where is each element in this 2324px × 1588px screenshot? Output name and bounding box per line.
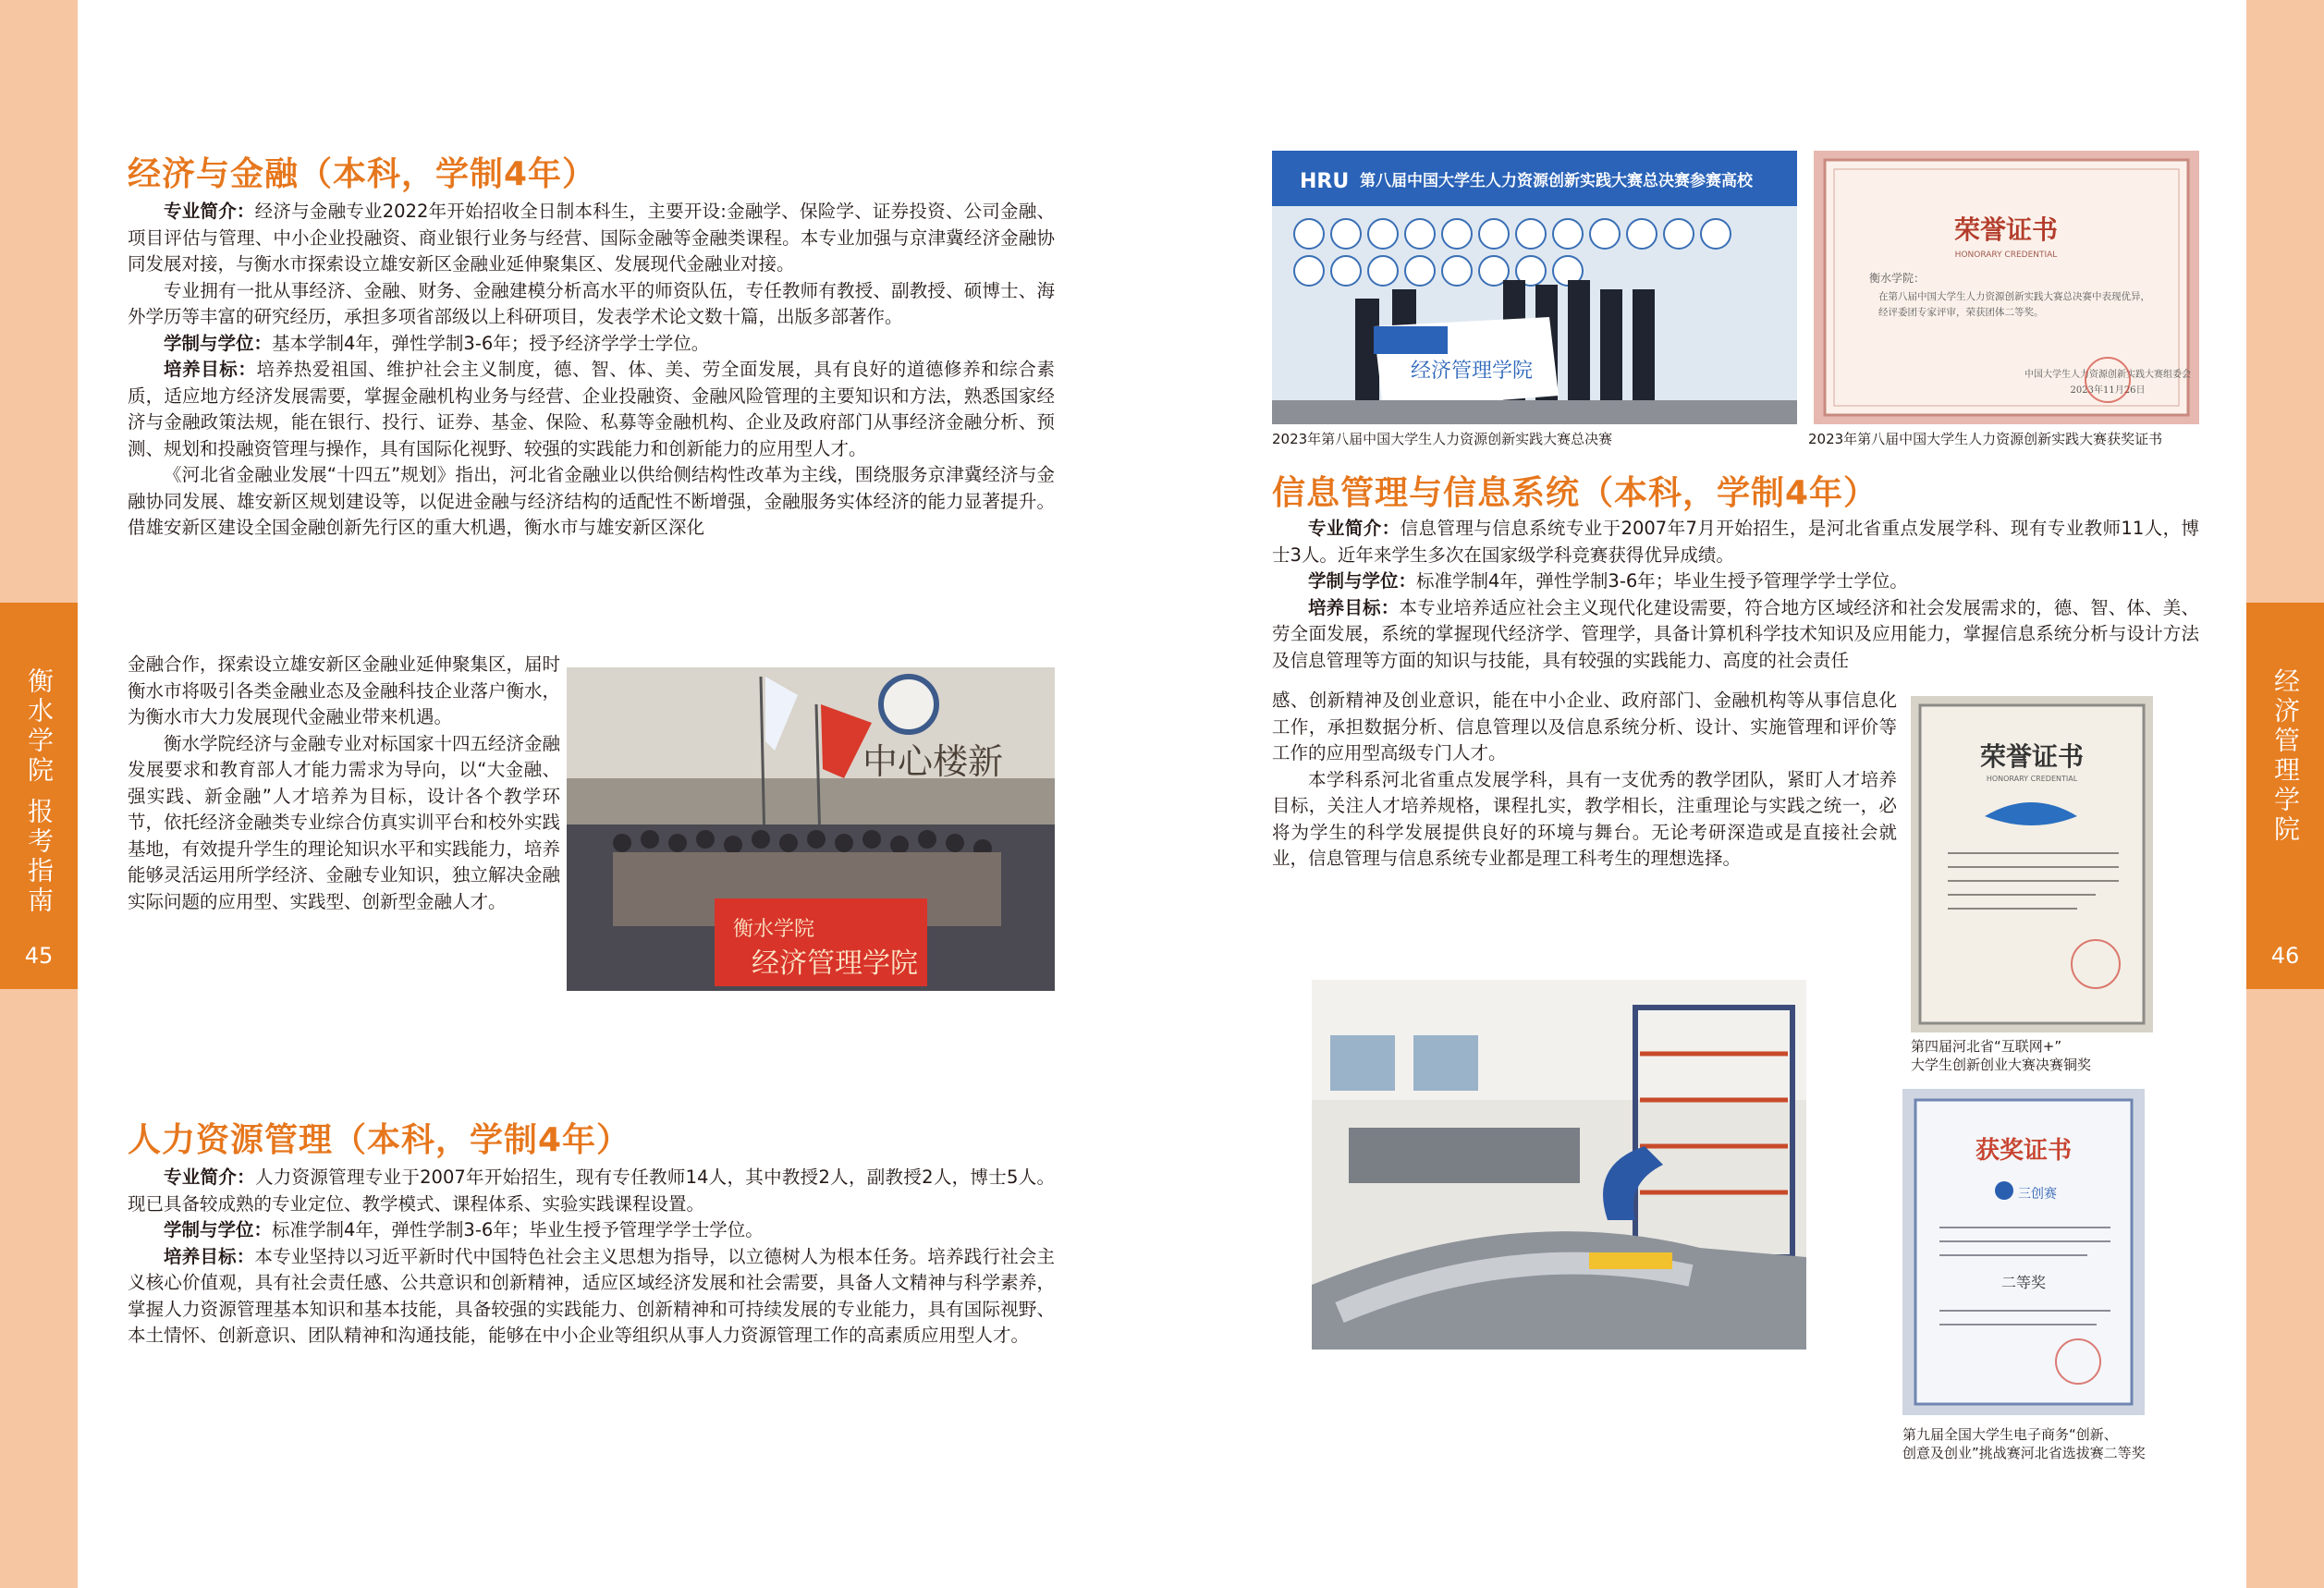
info-goal-a: 培养目标：本专业培养适应社会主义现代化建设需要，符合地方区域经济和社会发展需求的，德、智、体、美、劳全面发展，系统的掌握现代经济学、管理学，具备计算机科学技术知识及应用能力，掌握信息系统分析与设计方法及信息管理等方面的知识与技能，具有较强的实践能力、高度的社会责任	[1272, 596, 2199, 671]
cert-org: 中国大学生人力资源创新实践大赛组委会	[2024, 370, 2191, 380]
left-tab-label: 衡水学院 报考指南	[24, 667, 55, 916]
event-logo: HRU	[1300, 170, 1350, 193]
info-discipline: 本学科系河北省重点发展学科，具有一支优秀的教学团队，紧盯人才培养目标，关注人才培养规格，课程扎实，教学相长，注重理论与实践之统一，必将为学生的科学发展提供良好的环境与舞台。无论考研深造或是直接社会就业，信息管理与信息系统专业都是理工科考生的理想选择。	[1272, 768, 1897, 869]
photo-banner-bottom: 经济管理学院	[752, 947, 918, 980]
econ-plan-a: 《河北省金融业发展“十四五”规划》指出，河北省金融业以供给侧结构性改革为主线，围绕服务京津冀经济与金融协同发展、雄安新区规划建设等，以促进金融与经济结构的适配性不断增强，金融服务实体经济的能力显著提升。借雄安新区建设全国金融创新先行区的重大机遇，衡水市与雄安新区深化	[128, 464, 1055, 538]
info-title: 信息管理与信息系统（本科，学制4年）	[1272, 474, 1878, 512]
hr-intro: 专业简介：人力资源管理专业于2007年开始招生，现有专任教师14人，其中教授2人，副教授2人，博士5人。现已具备较成熟的专业定位、教学模式、课程体系、实验实践课程设置。	[128, 1167, 1055, 1215]
hr-title: 人力资源管理（本科，学制4年）	[128, 1121, 631, 1159]
lab-photo	[1312, 980, 1806, 1350]
c1-caption: 第四届河北省“互联网+” 大学生创新创业大赛决赛铜奖	[1911, 1038, 2092, 1073]
three-innovation-certificate	[1902, 1089, 2145, 1415]
c1-subtitle: HONORARY CREDENTIAL	[1986, 775, 2078, 783]
cert-recipient: 衡水学院：	[1869, 272, 1926, 285]
info-intro: 专业简介：信息管理与信息系统专业于2007年7月开始招生，是河北省重点发展学科、现有专业教师11人，博士3人。近年来学生多次在国家级学科竞赛获得优异成绩。	[1272, 518, 2199, 566]
group-photo	[567, 667, 1055, 991]
left-page-number: 45	[24, 943, 54, 969]
event-caption: 2023年第八届中国大学生人力资源创新实践大赛总决赛	[1272, 431, 1613, 447]
event-photo	[1272, 151, 1797, 424]
right-tab-label: 经济管理学院	[2270, 667, 2301, 845]
cert-date: 2023年11月26日	[2070, 385, 2146, 396]
event-banner: 第八届中国大学生人力资源创新实践大赛总决赛参赛高校	[1360, 172, 1753, 190]
cert-subtitle: HONORARY CREDENTIAL	[1954, 250, 2058, 260]
c2-caption: 第九届全国大学生电子商务“创新、 创意及创业”挑战赛河北省选拔赛二等奖	[1902, 1426, 2146, 1461]
cert-title: 荣誉证书	[1953, 214, 2059, 245]
hr-block	[128, 1165, 1055, 1350]
info-degree: 学制与学位：标准学制4年，弹性学制3-6年；毕业生授予管理学学士学位。	[1308, 570, 1908, 592]
econ-title: 经济与金融（本科，学制4年）	[128, 155, 597, 193]
info-goal-b: 感、创新精神及创业意识，能在中小企业、政府部门、金融机构等从事信息化工作，承担数据分析、信息管理以及信息系统分析、设计、实施管理和评价等工作的应用型高级专门人才。	[1272, 690, 1897, 763]
info-block-full	[1272, 516, 2199, 674]
hr-certificate	[1814, 151, 2199, 424]
cert-body: 在第八届中国大学生人力资源创新实践大赛总决赛中表现优异，经评委团专家评审，荣获团体二等奖。	[1878, 291, 2150, 318]
info-block-wrap	[1272, 688, 1897, 873]
econ-goal: 培养目标：培养热爱祖国、维护社会主义制度，德、智、体、美、劳全面发展，具有良好的道德修养和综合素质，适应地方经济发展需要，掌握金融机构业务与经营、企业投融资、金融风险管理的主要知识和方法，熟悉国家经济与金融政策法规，能在银行、投行、证券、基金、保险、私募等金融机构、企业及政府部门从事经济金融分析、预测、规划和投融资管理与操作，具有国际化视野、较强的实践能力和创新能力的应用型人才。	[128, 359, 1055, 459]
event-flag-text: 经济管理学院	[1411, 360, 1534, 383]
econ-benchmark: 衡水学院经济与金融专业对标国家十四五经济金融发展要求和教育部人才能力需求为导向，以“大金融、强实践、新金融”人才培养为目标，设计各个教学环节，依托经济金融类专业综合仿真实训平台和校外实践基地，有效提升学生的理论知识水平和实践能力，培养能够灵活运用所学经济、金融专业知识，独立解决金融实际问题的应用型、实践型、创新型金融人才。	[128, 732, 561, 912]
photo-banner-top: 衡水学院	[733, 918, 815, 941]
hr-goal: 培养目标：本专业坚持以习近平新时代中国特色社会主义思想为指导，以立德树人为根本任务。培养践行社会主义核心价值观，具有社会责任感、公共意识和创新精神，适应区域经济发展和社会需要，具备人文精神与科学素养，掌握人力资源管理基本知识和基本技能，具备较强的实践能力、创新精神和可持续发展的专业能力，具有国际视野、本土情怀、创新意识、团队精神和沟通技能，能够在中小企业等组织从事人力资源管理工作的高素质应用型人才。	[128, 1245, 1055, 1346]
econ-plan-b: 金融合作，探索设立雄安新区金融业延伸聚集区，届时衡水市将吸引各类金融业态及金融科技企业落户衡水，为衡水市大力发展现代金融业带来机遇。	[128, 654, 561, 727]
econ-faculty: 专业拥有一批从事经济、金融、财务、金融建模分析高水平的师资队伍，专任教师有教授、副教授、硕博士、海外学历等丰富的研究经历，承担多项省部级以上科研项目，发表学术论文数十篇，出版多部著作。	[128, 279, 1055, 327]
econ-intro-block	[128, 199, 1055, 542]
econ-intro: 专业简介：经济与金融专业2022年开始招收全日制本科生，主要开设:金融学、保险学、证券投资、公司金融、项目评估与管理、中小企业投融资、商业银行业务与经营、国际金融等金融类课程。本专业加强与京津冀经济金融协同发展对接，与衡水市探索设立雄安新区金融业延伸聚集区、发展现代金融业对接。	[128, 201, 1055, 275]
right-side-tab	[2246, 603, 2324, 989]
photo-sign-text: 中心楼新	[862, 741, 1004, 782]
c2-title: 获奖证书	[1975, 1137, 2073, 1165]
left-side-tab	[0, 603, 78, 989]
hr-degree: 学制与学位：标准学制4年，弹性学制3-6年；毕业生授予管理学学士学位。	[164, 1219, 764, 1240]
econ-wrap-block	[128, 652, 560, 915]
econ-degree: 学制与学位：基本学制4年，弹性学制3-6年；授予经济学学士学位。	[164, 332, 710, 354]
c2-prize: 二等奖	[2000, 1274, 2047, 1291]
right-page-number: 46	[2270, 943, 2300, 969]
internet-plus-certificate	[1911, 696, 2153, 1032]
cert-caption: 2023年第八届中国大学生人力资源创新实践大赛获奖证书	[1808, 431, 2163, 447]
c1-title: 荣誉证书	[1979, 741, 2085, 772]
c2-logo: 三创赛	[2018, 1187, 2057, 1202]
